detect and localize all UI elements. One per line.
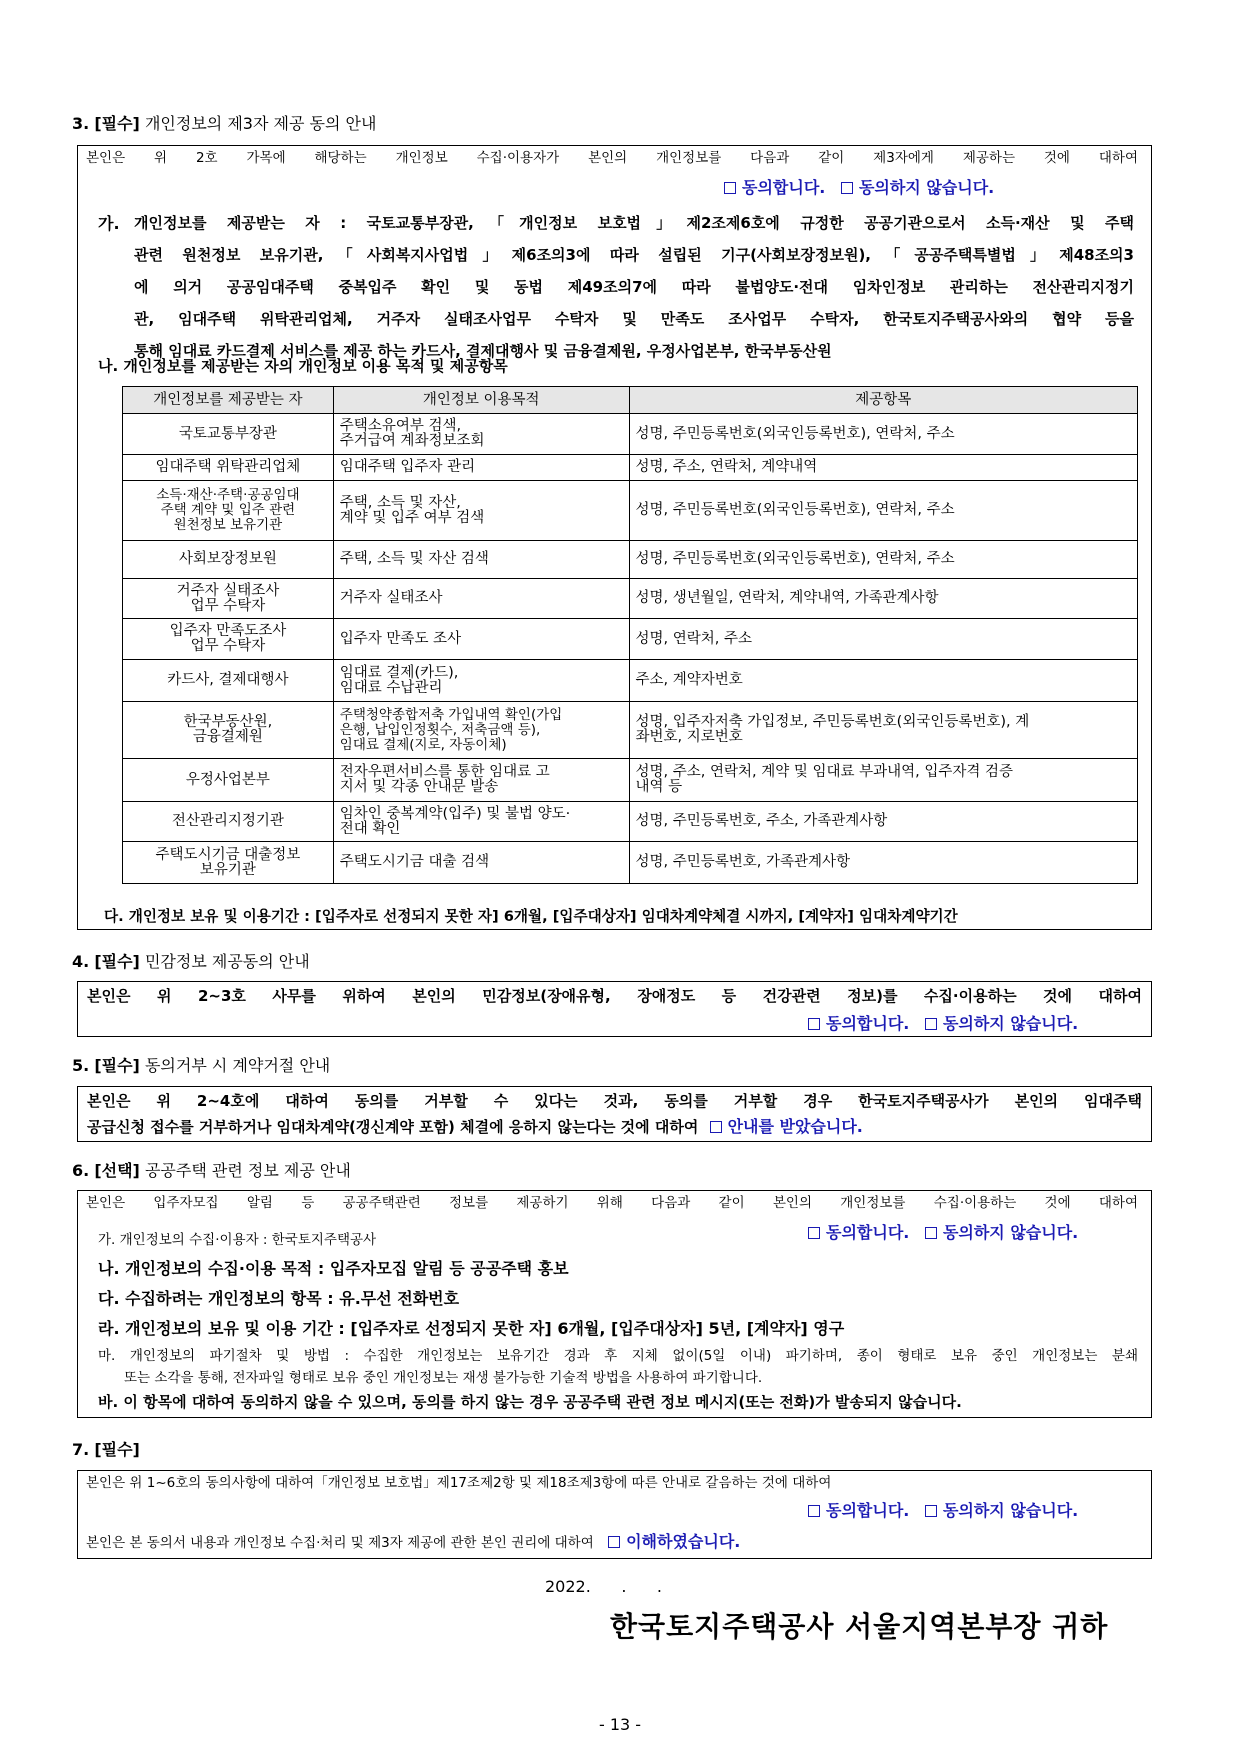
- section-4-text: 본인은 위 2~3호 사무를 위하여 본인의 민감정보(장애유형, 장애정도 등 건강관련 정보)를 수집·이용하는 것에 대하여: [87, 987, 1142, 1005]
- section-4-consent: 동의합니다. 동의하지 않습니다.: [808, 1011, 1078, 1034]
- table-header-row: [123, 387, 1138, 414]
- section-3-ga-text: 개인정보를 제공받는 자 : 국토교통부장관,「개인정보 보호법」제2조제6호에 규정한 공공기관으로서 소득·재산 및 주택 관련 원천정보 보유기관,「사회복지사업법」제6조의3에 따라 설립된 기구(사회보장정보원),「공공주택특별법」제48조의3 에 의거 공공임대주택 중복입주 확인 및 동법 제49조의7에 따라 불법양도·전대 임차인정보 관리하는 전산관리지정기 관, 임대주택 위탁관리업체, 거주자 실태조사업무 수탁자 및 만족도 조사업무 수탁자, 한국토지주택공사와의 협약 등을 통해 임대료 카드결제 서비스를 제공 하는 카드사, 결제대행사 및 금융결제원, 우정사업본부, 한국부동산원: [134, 214, 1134, 360]
- section-7-line1: 본인은 위 1~6호의 동의사항에 대하여「개인정보 보호법」제17조제2항 및 제18조제3항에 따른 안내로 갈음하는 것에 대하여: [86, 1475, 832, 1491]
- section-3-na: 나. 개인정보를 제공받는 자의 개인정보 이용 목적 및 제공항목: [98, 357, 508, 375]
- agree-checkbox[interactable]: [808, 1227, 820, 1239]
- section-6-da: 다. 수집하려는 개인정보의 항목 : 유.무선 전화번호: [98, 1289, 460, 1308]
- section-7-title: 7. [필수]: [72, 1440, 140, 1459]
- agree-checkbox[interactable]: [808, 1505, 820, 1517]
- section-7-consent: 동의합니다. 동의하지 않습니다.: [808, 1498, 1078, 1521]
- table-row: 한국부동산원, 금융결제원 주택청약종합저축 가입내역 확인(가입 은행, 납입인정횟수, 저축금액 등), 임대료 결제(지로, 자동이체) 성명, 입주자저축 가입정보, 주민등록번호(외국인등록번호), 계 좌번호, 지로번호: [123, 702, 1138, 759]
- header-items: 제공항목: [629, 387, 1138, 414]
- header-recipient: 개인정보를 제공받는 자: [123, 387, 334, 414]
- agree-checkbox[interactable]: [724, 182, 736, 194]
- table-row: 전산관리지정기관 임차인 중복계약(입주) 및 불법 양도· 전대 확인 성명, 주민등록번호, 주소, 가족관계사항: [123, 802, 1138, 842]
- section-7-line2: 본인은 본 동의서 내용과 개인정보 수집·처리 및 제3자 제공에 관한 본인 권리에 대하여 이해하였습니다.: [86, 1532, 741, 1551]
- disagree-checkbox[interactable]: [925, 1018, 937, 1030]
- disagree-checkbox[interactable]: [925, 1227, 937, 1239]
- table-row: 국토교통부장관 주택소유여부 검색, 주거급여 계좌정보조회 성명, 주민등록번호(외국인등록번호), 연락처, 주소: [123, 414, 1138, 455]
- table-row: 소득·재산·주택·공공임대 주택 계약 및 입주 관련 원천정보 보유기관 주택, 소득 및 자산, 계약 및 입주 여부 검색 성명, 주민등록번호(외국인등록번호), 연락처, 주소: [123, 481, 1138, 541]
- table-row: 거주자 실태조사 업무 수탁자 거주자 실태조사 성명, 생년월일, 연락처, 계약내역, 가족관계사항: [123, 579, 1138, 619]
- section-5-line2: 공급신청 접수를 거부하거나 임대차계약(갱신계약 포함) 체결에 응하지 않는다는 것에 대하여 안내를 받았습니다.: [87, 1117, 863, 1136]
- page-number: - 13 -: [598, 1715, 642, 1734]
- disagree-checkbox[interactable]: [925, 1505, 937, 1517]
- section-4-title: 4. [필수] 민감정보 제공동의 안내: [72, 952, 310, 971]
- section-3-da: 다. 개인정보 보유 및 이용기간 : [입주자로 선정되지 못한 자] 6개월, [입주대상자] 임대차계약체결 시까지, [계약자] 임대차계약기간: [104, 908, 958, 925]
- section-6-ma2: 또는 소각을 통해, 전자파일 형태로 보유 중인 개인정보는 재생 불가능한 기술적 방법을 사용하여 파기합니다.: [124, 1370, 763, 1386]
- table-row: 사회보장정보원 주택, 소득 및 자산 검색 성명, 주민등록번호(외국인등록번호), 연락처, 주소: [123, 541, 1138, 579]
- agree-checkbox[interactable]: [808, 1018, 820, 1030]
- section-6-ra: 라. 개인정보의 보유 및 이용 기간 : [입주자로 선정되지 못한 자] 6개월, [입주대상자] 5년, [계약자] 영구: [98, 1319, 845, 1338]
- section-6-intro: 본인은 입주자모집 알림 등 공공주택관련 정보를 제공하기 위해 다음과 같이 본인의 개인정보를 수집·이용하는 것에 대하여: [86, 1195, 1138, 1211]
- section-3-consent: 동의합니다. 동의하지 않습니다.: [724, 175, 994, 198]
- section-6-consent: 동의합니다. 동의하지 않습니다.: [808, 1220, 1078, 1243]
- section-6-na: 나. 개인정보의 수집·이용 목적 : 입주자모집 알림 등 공공주택 홍보: [98, 1259, 569, 1278]
- ack-checkbox[interactable]: [710, 1121, 722, 1133]
- section-3-title: 3. [필수] 개인정보의 제3자 제공 동의 안내: [72, 114, 377, 133]
- disagree-checkbox[interactable]: [841, 182, 853, 194]
- header-purpose: 개인정보 이용목적: [333, 387, 629, 414]
- section-5-line1: 본인은 위 2~4호에 대하여 동의를 거부할 수 있다는 것과, 동의를 거부할 경우 한국토지주택공사가 본인의 임대주택: [87, 1092, 1142, 1110]
- date-line: 2022. . .: [545, 1577, 663, 1596]
- table-row: 우정사업본부 전자우편서비스를 통한 임대료 고 지서 및 각종 안내문 발송 성명, 주소, 연락처, 계약 및 임대료 부과내역, 입주자격 검증 내역 등: [123, 759, 1138, 802]
- section-6-ma1: 마. 개인정보의 파기절차 및 방법 : 수집한 개인정보는 보유기간 경과 후 지체 없이(5일 이내) 파기하며, 종이 형태로 보유 중인 개인정보는 분쇄: [98, 1348, 1138, 1364]
- table-row: 임대주택 위탁관리업체 임대주택 입주자 관리 성명, 주소, 연락처, 계약내역: [123, 455, 1138, 481]
- addressee: 한국토지주택공사 서울지역본부장 귀하: [610, 1610, 1109, 1643]
- section-5-title: 5. [필수] 동의거부 시 계약거절 안내: [72, 1056, 331, 1075]
- table-row: 주택도시기금 대출정보 보유기관 주택도시기금 대출 검색 성명, 주민등록번호, 가족관계사항: [123, 842, 1138, 884]
- table-row: 카드사, 결제대행사 임대료 결제(카드), 임대료 수납관리 주소, 계약자번호: [123, 660, 1138, 702]
- table-row: 입주자 만족도조사 업무 수탁자 입주자 만족도 조사 성명, 연락처, 주소: [123, 619, 1138, 660]
- section-3-intro: 본인은 위 2호 가목에 해당하는 개인정보 수집·이용자가 본인의 개인정보를 다음과 같이 제3자에게 제공하는 것에 대하여: [86, 150, 1138, 166]
- section-6-ga: 가. 개인정보의 수집·이용자 : 한국토지주택공사: [98, 1232, 377, 1248]
- provision-table: [122, 386, 1138, 884]
- section-3-ga-label: 가.: [98, 214, 120, 233]
- understood-checkbox[interactable]: [608, 1536, 620, 1548]
- section-6-title: 6. [선택] 공공주택 관련 정보 제공 안내: [72, 1161, 351, 1180]
- section-6-ba: 바. 이 항목에 대하여 동의하지 않을 수 있으며, 동의를 하지 않는 경우 공공주택 관련 정보 메시지(또는 전화)가 발송되지 않습니다.: [98, 1393, 962, 1411]
